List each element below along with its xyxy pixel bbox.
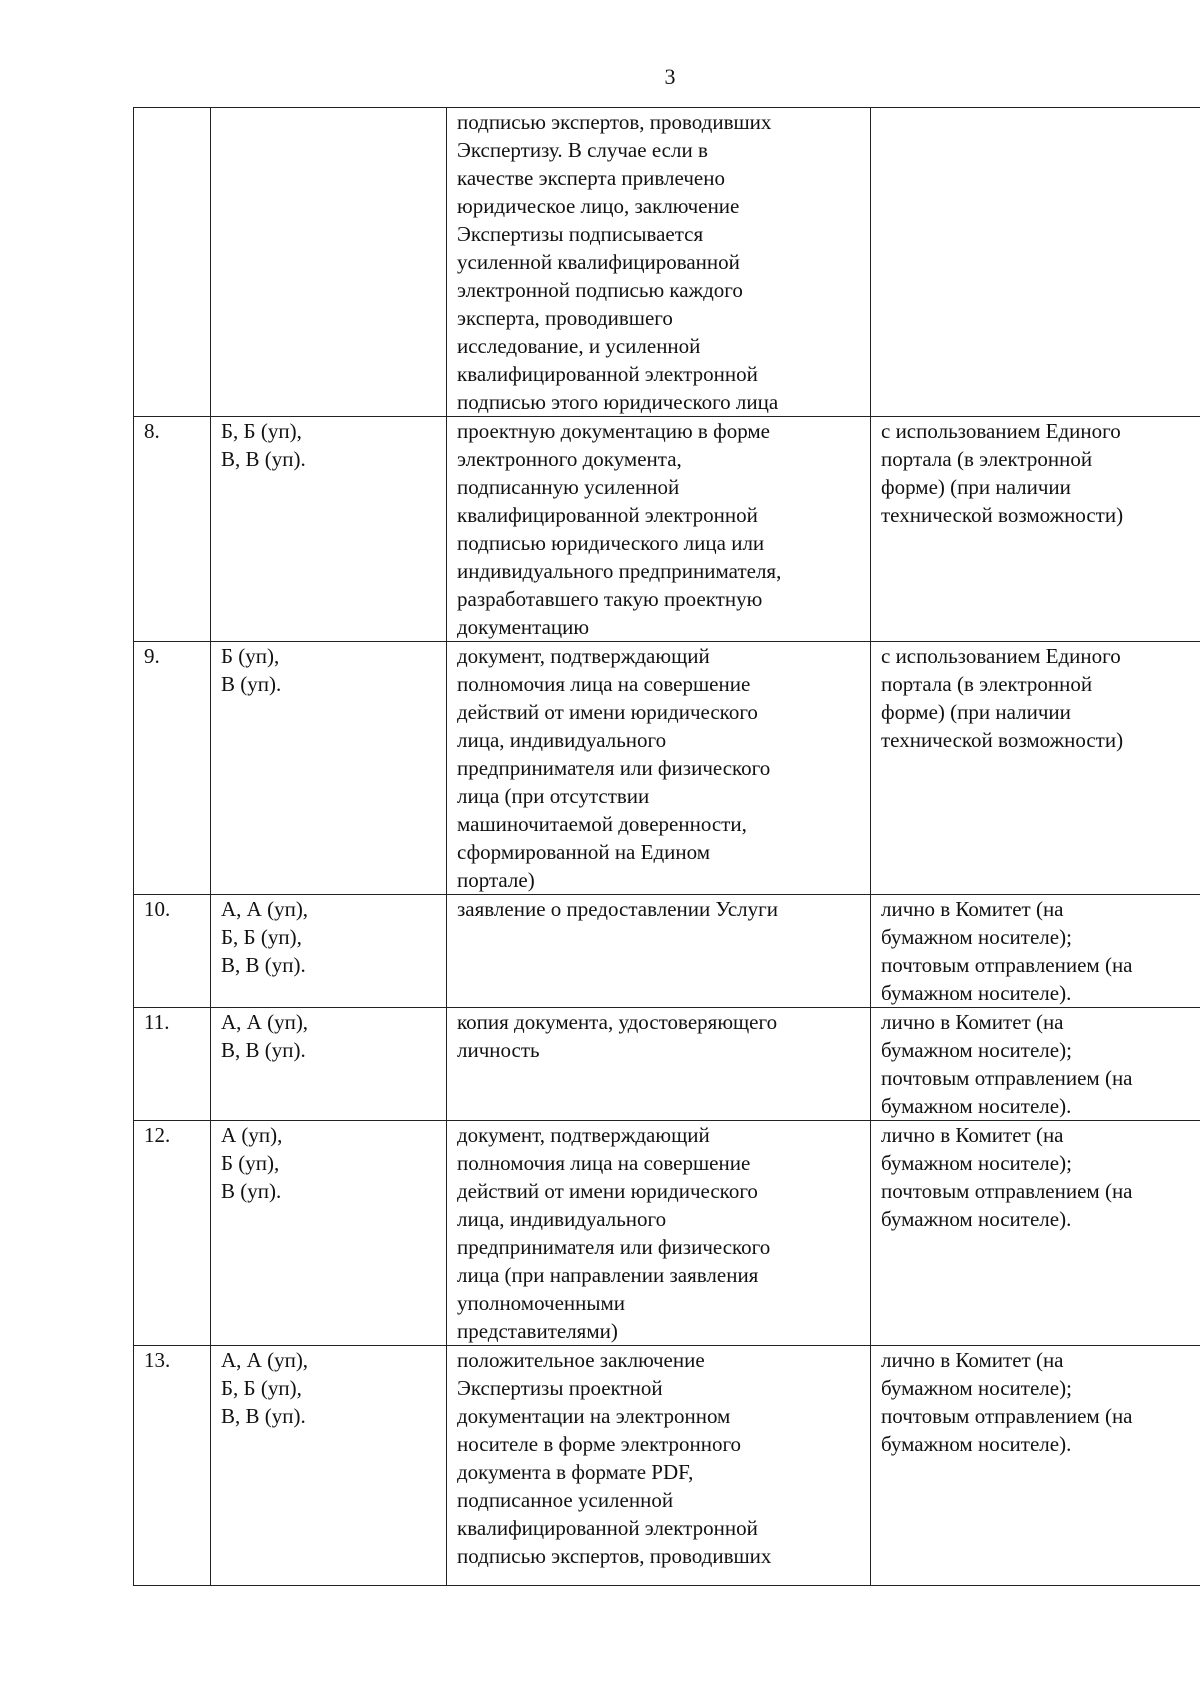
table-row	[134, 642, 1200, 895]
document-description-cell-line: подписанную усиленной	[457, 475, 680, 499]
row-number: 9.	[144, 644, 160, 668]
document-description-cell	[447, 1121, 871, 1346]
applicant-category-cell-line: А, А (уп),	[221, 897, 309, 921]
submission-method-cell-line: форме) (при наличии	[881, 475, 1071, 499]
row-number-cell	[134, 417, 211, 642]
document-description-cell-line: Экспертизы проектной	[457, 1376, 663, 1400]
document-description-cell-line: квалифицированной электронной	[457, 1516, 758, 1540]
submission-method-cell-line: почтовым отправлением (на	[881, 1179, 1133, 1203]
applicant-category-cell-line: А (уп),	[221, 1123, 283, 1147]
submission-method-cell	[871, 108, 1200, 417]
applicant-category-cell	[211, 1346, 447, 1586]
submission-method-cell-line: бумажном носителе);	[881, 1151, 1072, 1175]
document-description-cell-line: портале)	[457, 868, 535, 892]
submission-method-cell-line: почтовым отправлением (на	[881, 953, 1133, 977]
row-number: 13.	[144, 1348, 171, 1372]
document-description-cell-line: полномочия лица на совершение	[457, 1151, 751, 1175]
applicant-category-cell-line: Б (уп),	[221, 644, 280, 668]
document-description-cell-line: заявление о предоставлении Услуги	[457, 897, 778, 921]
applicant-category-cell-line: В (уп).	[221, 672, 282, 696]
document-description-cell-line: квалифицированной электронной	[457, 503, 758, 527]
document-description-cell-line: личность	[457, 1038, 540, 1062]
submission-method-cell-line: бумажном носителе).	[881, 1094, 1072, 1118]
applicant-category-cell	[211, 642, 447, 895]
document-description-cell-line: усиленной квалифицированной	[457, 250, 740, 274]
document-description-cell-line: документации на электронном	[457, 1404, 731, 1428]
row-number-cell	[134, 1121, 211, 1346]
document-description-cell-line: машиночитаемой доверенности,	[457, 812, 747, 836]
document-description-cell-line: документа в формате PDF,	[457, 1460, 694, 1484]
submission-method-cell-line: бумажном носителе).	[881, 1207, 1072, 1231]
row-number-cell	[134, 1346, 211, 1586]
applicant-category-cell-line: В, В (уп).	[221, 1038, 306, 1062]
submission-method-cell-line: лично в Комитет (на	[881, 1348, 1064, 1372]
document-description-cell-line: юридическое лицо, заключение	[457, 194, 740, 218]
document-description-cell-line: подписью этого юридического лица	[457, 390, 779, 414]
applicant-category-cell-line: А, А (уп),	[221, 1348, 309, 1372]
submission-method-cell-line: бумажном носителе).	[881, 1432, 1072, 1456]
document-description-cell-line: представителями)	[457, 1319, 618, 1343]
table-row	[134, 1346, 1200, 1586]
document-description-cell-line: разработавшего такую проектную	[457, 587, 763, 611]
document-description-cell-line: документацию	[457, 615, 590, 639]
applicant-category-cell-line: Б, Б (уп),	[221, 1376, 302, 1400]
row-number-cell	[134, 1008, 211, 1121]
submission-method-cell-line: с использованием Единого	[881, 419, 1121, 443]
row-number-cell	[134, 108, 211, 417]
document-description-cell-line: эксперта, проводившего	[457, 306, 673, 330]
table-row	[134, 1121, 1200, 1346]
table-row	[134, 895, 1200, 1008]
applicant-category-cell	[211, 1121, 447, 1346]
submission-method-cell-line: бумажном носителе).	[881, 981, 1072, 1005]
document-description-cell-line: носителе в форме электронного	[457, 1432, 742, 1456]
submission-method-cell	[871, 642, 1200, 895]
document-description-cell-line: сформированной на Едином	[457, 840, 711, 864]
document-description-cell	[447, 895, 871, 1008]
document-description-cell-line: документ, подтверждающий	[457, 644, 710, 668]
applicant-category-cell-line: В, В (уп).	[221, 953, 306, 977]
document-description-cell-line: подписью экспертов, проводивших	[457, 110, 772, 134]
submission-method-cell-line: почтовым отправлением (на	[881, 1066, 1133, 1090]
submission-method-cell-line: технической возможности)	[881, 503, 1124, 527]
row-number-cell	[134, 895, 211, 1008]
submission-method-cell-line: портала (в электронной	[881, 672, 1093, 696]
applicant-category-cell	[211, 108, 447, 417]
table-row	[134, 1008, 1200, 1121]
applicant-category-cell-line: Б, Б (уп),	[221, 925, 302, 949]
document-description-cell-line: электронного документа,	[457, 447, 682, 471]
submission-method-cell	[871, 417, 1200, 642]
document-description-cell	[447, 642, 871, 895]
document-description-cell-line: уполномоченными	[457, 1291, 626, 1315]
document-description-cell-line: копия документа, удостоверяющего	[457, 1010, 778, 1034]
submission-method-cell-line: форме) (при наличии	[881, 700, 1071, 724]
document-description-cell-line: индивидуального предпринимателя,	[457, 559, 782, 583]
submission-method-cell-line: с использованием Единого	[881, 644, 1121, 668]
document-description-cell-line: лица, индивидуального	[457, 1207, 667, 1231]
table-row	[134, 108, 1200, 417]
row-number: 10.	[144, 897, 171, 921]
row-number-cell	[134, 642, 211, 895]
row-number: 12.	[144, 1123, 171, 1147]
submission-method-cell-line: портала (в электронной	[881, 447, 1093, 471]
submission-method-cell	[871, 1346, 1200, 1586]
document-description-cell-line: Экспертизы подписывается	[457, 222, 704, 246]
row-number: 11.	[144, 1010, 170, 1034]
document-description-cell-line: лица (при отсутствии	[457, 784, 650, 808]
submission-method-cell-line: бумажном носителе);	[881, 1038, 1072, 1062]
applicant-category-cell-line: А, А (уп),	[221, 1010, 309, 1034]
document-description-cell-line: действий от имени юридического	[457, 700, 758, 724]
applicant-category-cell	[211, 895, 447, 1008]
submission-method-cell-line: технической возможности)	[881, 728, 1124, 752]
document-description-cell-line: квалифицированной электронной	[457, 362, 758, 386]
document-description-cell-line: положительное заключение	[457, 1348, 705, 1372]
document-description-cell	[447, 108, 871, 417]
document-description-cell	[447, 1008, 871, 1121]
documents-table	[133, 107, 1200, 1586]
document-description-cell-line: лица, индивидуального	[457, 728, 667, 752]
document-description-cell-line: подписанное усиленной	[457, 1488, 674, 1512]
document-description-cell-line: подписью юридического лица или	[457, 531, 765, 555]
submission-method-cell-line: лично в Комитет (на	[881, 897, 1064, 921]
document-description-cell-line: предпринимателя или физического	[457, 756, 771, 780]
applicant-category-cell-line: В (уп).	[221, 1179, 282, 1203]
document-description-cell-line: проектную документацию в форме	[457, 419, 770, 443]
document-description-cell-line: действий от имени юридического	[457, 1179, 758, 1203]
document-description-cell-line: документ, подтверждающий	[457, 1123, 710, 1147]
applicant-category-cell-line: В, В (уп).	[221, 447, 306, 471]
document-description-cell-line: предпринимателя или физического	[457, 1235, 771, 1259]
applicant-category-cell	[211, 1008, 447, 1121]
applicant-category-cell-line: Б, Б (уп),	[221, 419, 302, 443]
submission-method-cell-line: лично в Комитет (на	[881, 1123, 1064, 1147]
document-description-cell-line: Экспертизу. В случае если в	[457, 138, 708, 162]
submission-method-cell-line: почтовым отправлением (на	[881, 1404, 1133, 1428]
document-description-cell-line: лица (при направлении заявления	[457, 1263, 759, 1287]
document-description-cell-line: полномочия лица на совершение	[457, 672, 751, 696]
submission-method-cell-line: бумажном носителе);	[881, 925, 1072, 949]
submission-method-cell	[871, 1008, 1200, 1121]
document-description-cell-line: исследование, и усиленной	[457, 334, 701, 358]
applicant-category-cell-line: Б (уп),	[221, 1151, 280, 1175]
submission-method-cell-line: лично в Комитет (на	[881, 1010, 1064, 1034]
table-row	[134, 417, 1200, 642]
document-description-cell-line: подписью экспертов, проводивших	[457, 1544, 772, 1568]
document-description-cell	[447, 1346, 871, 1586]
document-description-cell-line: электронной подписью каждого	[457, 278, 743, 302]
submission-method-cell-line: бумажном носителе);	[881, 1376, 1072, 1400]
submission-method-cell	[871, 895, 1200, 1008]
row-number: 8.	[144, 419, 160, 443]
submission-method-cell	[871, 1121, 1200, 1346]
document-description-cell-line: качестве эксперта привлечено	[457, 166, 725, 190]
table-body	[134, 108, 1200, 1586]
document-description-cell	[447, 417, 871, 642]
applicant-category-cell-line: В, В (уп).	[221, 1404, 306, 1428]
page-number: 3	[664, 64, 676, 89]
applicant-category-cell	[211, 417, 447, 642]
